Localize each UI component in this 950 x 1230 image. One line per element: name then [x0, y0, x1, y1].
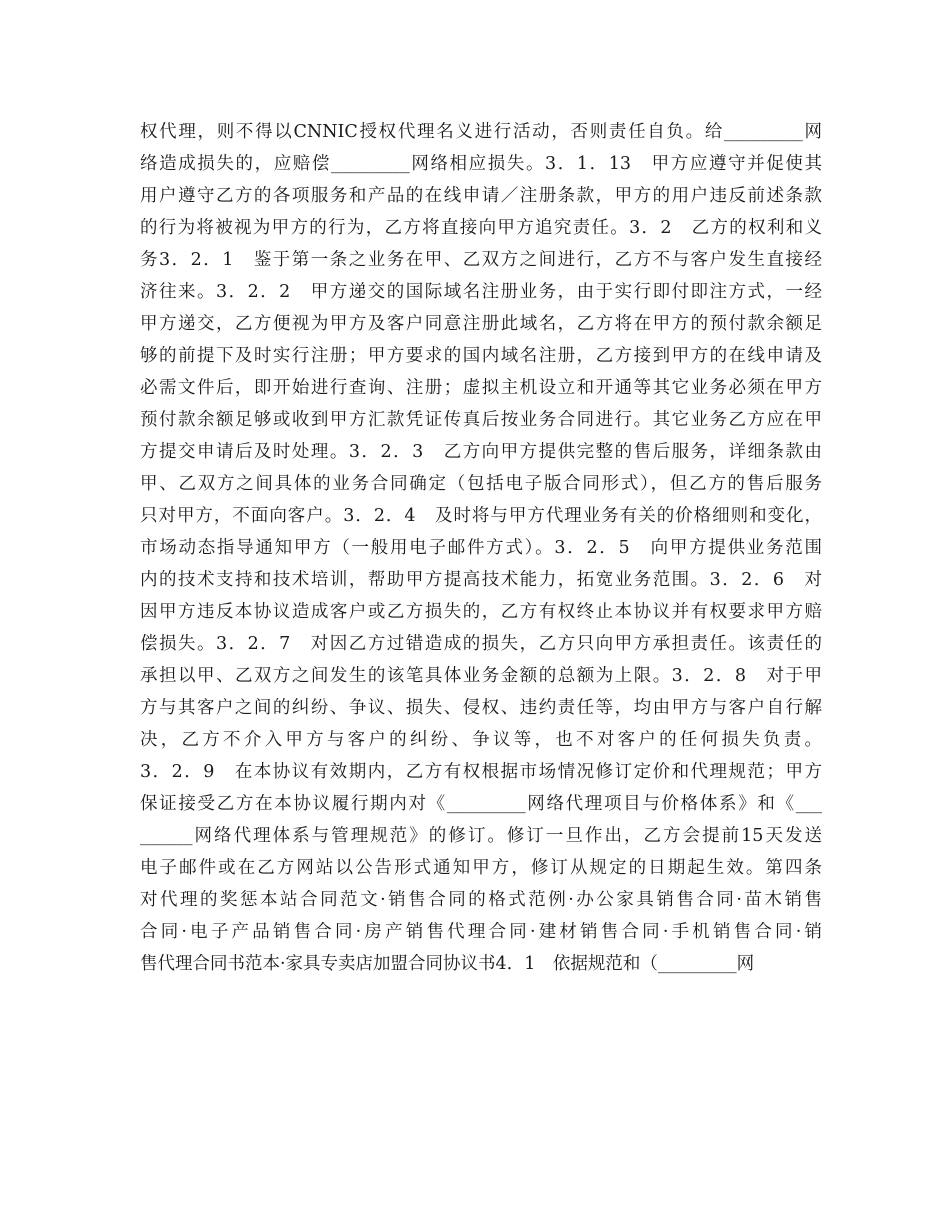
text-line: 甲方递交，乙方便视为甲方及客户同意注册此域名，乙方将在甲方的预付款余额足: [140, 314, 822, 334]
text-line: 保证接受乙方在本协议履行期内对《_________网络代理项目与价格体系》和《___: [140, 794, 822, 814]
text-line: 电子邮件或在乙方网站以公告形式通知甲方，修订从规定的日期起生效。第四条: [140, 858, 822, 878]
text-line: 承担以甲、乙双方之间发生的该笔具体业务金额的总额为上限。3．2．8 对于甲: [140, 666, 822, 686]
text-line: 市场动态指导通知甲方（一般用电子邮件方式）。3．2．5 向甲方提供业务范围: [140, 538, 822, 558]
text-line: 方提交申请后及时处理。3．2．3 乙方向甲方提供完整的售后服务，详细条款由: [140, 442, 822, 462]
contract-body-text: [140, 116, 822, 980]
text-line: 合同·电子产品销售合同·房产销售代理合同·建材销售合同·手机销售合同·销: [140, 922, 822, 942]
text-line: 内的技术支持和技术培训，帮助甲方提高技术能力，拓宽业务范围。3．2．6 对: [140, 570, 822, 590]
text-line: 偿损失。3．2．7 对因乙方过错造成的损失，乙方只向甲方承担责任。该责任的: [140, 634, 822, 654]
text-line: 络造成损失的，应赔偿_________网络相应损失。3．1．13 甲方应遵守并促使其: [140, 154, 822, 174]
text-line: 3．2．9 在本协议有效期内，乙方有权根据市场情况修订定价和代理规范；甲方: [140, 762, 822, 782]
text-line: 务3．2．1 鉴于第一条之业务在甲、乙双方之间进行，乙方不与客户发生直接经: [140, 250, 822, 270]
text-line: 售代理合同书范本·家具专卖店加盟合同协议书4．1 依据规范和（_________网: [140, 954, 755, 974]
text-line: 预付款余额足够或收到甲方汇款凭证传真后按业务合同进行。其它业务乙方应在甲: [140, 410, 822, 430]
text-line: 因甲方违反本协议造成客户或乙方损失的，乙方有权终止本协议并有权要求甲方赔: [140, 602, 822, 622]
text-line: 权代理，则不得以CNNIC授权代理名义进行活动，否则责任自负。给_________网: [140, 122, 822, 142]
text-line: 方与其客户之间的纠纷、争议、损失、侵权、违约责任等，均由甲方与客户自行解: [140, 698, 822, 718]
text-line: 的行为将被视为甲方的行为，乙方将直接向甲方追究责任。3．2 乙方的权利和义: [140, 218, 822, 238]
text-line: 用户遵守乙方的各项服务和产品的在线申请／注册条款，甲方的用户违反前述条款: [140, 186, 822, 206]
text-line: 甲、乙双方之间具体的业务合同确定（包括电子版合同形式），但乙方的售后服务: [140, 474, 822, 494]
text-line: ______网络代理体系与管理规范》的修订。修订一旦作出，乙方会提前15天发送: [140, 826, 822, 846]
text-line: 只对甲方，不面向客户。3．2．4 及时将与甲方代理业务有关的价格细则和变化，: [140, 506, 822, 526]
text-line: 必需文件后，即开始进行查询、注册；虚拟主机设立和开通等其它业务必须在甲方: [140, 378, 822, 398]
text-line: 决，乙方不介入甲方与客户的纠纷、争议等，也不对客户的任何损失负责。: [140, 730, 822, 750]
text-line: 够的前提下及时实行注册；甲方要求的国内域名注册，乙方接到甲方的在线申请及: [140, 346, 822, 366]
text-line: 济往来。3．2．2 甲方递交的国际域名注册业务，由于实行即付即注方式，一经: [140, 282, 822, 302]
text-line: 对代理的奖惩本站合同范文·销售合同的格式范例·办公家具销售合同·苗木销售: [140, 890, 822, 910]
